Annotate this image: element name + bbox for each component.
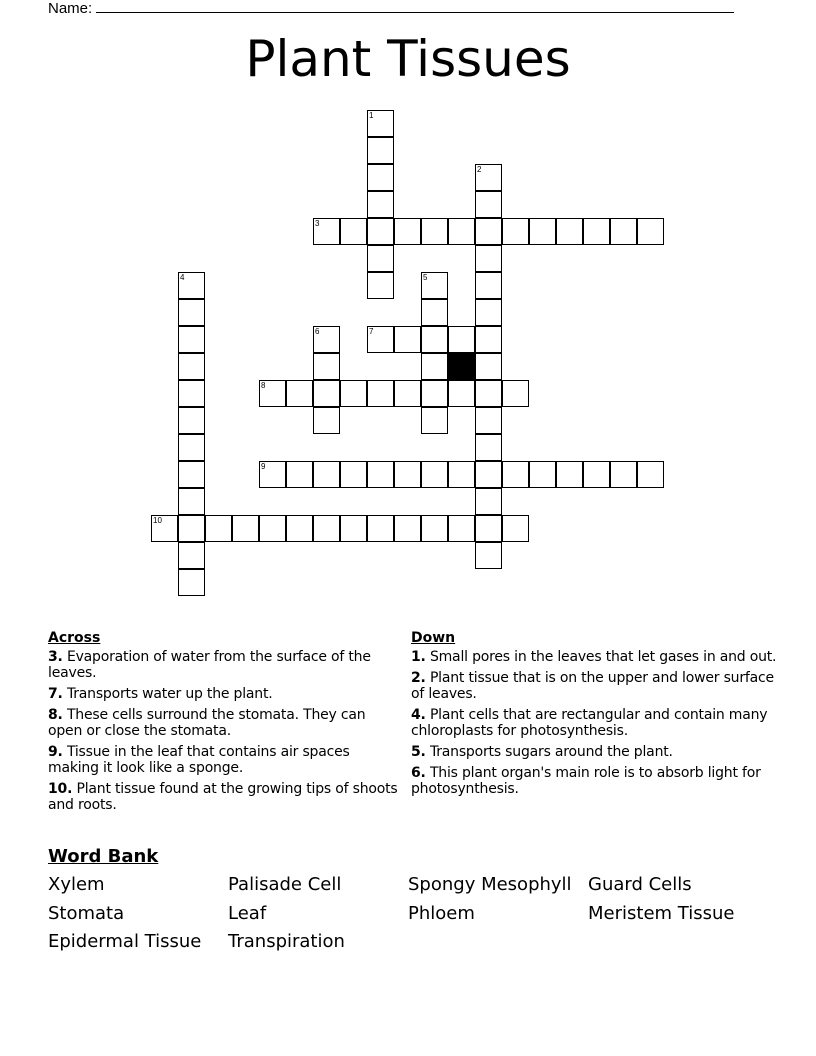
grid-cell[interactable] — [178, 299, 205, 326]
grid-cell[interactable] — [178, 407, 205, 434]
grid-cell[interactable] — [556, 218, 583, 245]
grid-cell[interactable] — [421, 299, 448, 326]
grid-cell[interactable] — [448, 380, 475, 407]
clue-across — [48, 781, 400, 813]
grid-cell[interactable] — [421, 272, 448, 299]
clue-down — [411, 649, 781, 665]
across-heading: Across — [48, 630, 101, 646]
grid-cell[interactable] — [475, 515, 502, 542]
grid-cell[interactable] — [421, 515, 448, 542]
grid-cell[interactable] — [286, 380, 313, 407]
grid-cell[interactable] — [502, 515, 529, 542]
word-bank-item: Transpiration — [228, 931, 345, 952]
grid-cell[interactable] — [448, 218, 475, 245]
down-clues — [411, 630, 781, 802]
clue-number-label: 10 — [153, 516, 162, 525]
grid-cell[interactable] — [178, 380, 205, 407]
page-title: Plant Tissues — [245, 30, 571, 88]
grid-cell[interactable] — [178, 569, 205, 596]
grid-cell[interactable] — [151, 515, 178, 542]
grid-cell[interactable] — [448, 326, 475, 353]
grid-cell[interactable] — [475, 218, 502, 245]
down-heading: Down — [411, 630, 456, 646]
grid-cell[interactable] — [610, 218, 637, 245]
word-bank-heading: Word Bank — [48, 846, 159, 867]
grid-cell[interactable] — [232, 515, 259, 542]
word-bank-item: Phloem — [408, 903, 475, 924]
clue-down — [411, 670, 781, 702]
grid-cell[interactable] — [394, 218, 421, 245]
grid-cell[interactable] — [259, 461, 286, 488]
clue-text: These cells surround the stomata. They can open or close the stomata. — [48, 707, 366, 739]
clue-number-label: 4 — [180, 273, 185, 282]
clue-number: 5. — [411, 744, 426, 760]
grid-cell[interactable] — [178, 353, 205, 380]
clue-text: Evaporation of water from the surface of the leaves. — [48, 649, 371, 681]
grid-cell[interactable] — [475, 407, 502, 434]
clue-text: Plant tissue found at the growing tips of shoots and roots. — [48, 781, 398, 813]
black-cell — [448, 353, 475, 380]
grid-cell[interactable] — [448, 461, 475, 488]
clue-number: 9. — [48, 744, 63, 760]
grid-cell[interactable] — [367, 110, 394, 137]
grid-cell[interactable] — [313, 218, 340, 245]
grid-cell[interactable] — [583, 461, 610, 488]
grid-cell[interactable] — [475, 488, 502, 515]
clue-text: Transports water up the plant. — [66, 686, 273, 702]
clue-number-label: 7 — [369, 327, 374, 336]
clue-across — [48, 686, 400, 702]
grid-cell[interactable] — [367, 461, 394, 488]
grid-cell[interactable] — [394, 380, 421, 407]
clue-number-label: 6 — [315, 327, 320, 336]
grid-cell[interactable] — [178, 542, 205, 569]
word-bank-item: Xylem — [48, 874, 105, 895]
clue-text: Tissue in the leaf that contains air spaces making it look like a sponge. — [48, 744, 350, 776]
name-label: Name: — [48, 0, 93, 17]
grid-cell[interactable] — [394, 326, 421, 353]
grid-cell[interactable] — [313, 380, 340, 407]
grid-cell[interactable] — [529, 461, 556, 488]
grid-cell[interactable] — [475, 542, 502, 569]
grid-cell[interactable] — [394, 515, 421, 542]
grid-cell[interactable] — [340, 515, 367, 542]
grid-cell[interactable] — [421, 461, 448, 488]
grid-cell[interactable] — [259, 380, 286, 407]
clue-text: Transports sugars around the plant. — [429, 744, 673, 760]
grid-cell[interactable] — [286, 461, 313, 488]
grid-cell[interactable] — [259, 515, 286, 542]
grid-cell[interactable] — [367, 245, 394, 272]
clue-number: 4. — [411, 707, 426, 723]
grid-cell[interactable] — [421, 380, 448, 407]
word-bank-item: Guard Cells — [588, 874, 692, 895]
clue-number: 10. — [48, 781, 73, 797]
grid-cell[interactable] — [286, 515, 313, 542]
grid-cell[interactable] — [367, 137, 394, 164]
grid-cell[interactable] — [475, 326, 502, 353]
name-field[interactable] — [48, 0, 734, 17]
grid-cell[interactable] — [475, 461, 502, 488]
clue-text: Plant tissue that is on the upper and lower surface of leaves. — [411, 670, 774, 702]
clue-text: This plant organ's main role is to absorb light for photosynthesis. — [411, 765, 761, 797]
clue-down — [411, 707, 781, 739]
word-bank-item: Palisade Cell — [228, 874, 342, 895]
grid-cell[interactable] — [475, 245, 502, 272]
word-bank-item: Leaf — [228, 903, 267, 924]
grid-cell[interactable] — [367, 191, 394, 218]
grid-cell[interactable] — [313, 407, 340, 434]
clue-number: 6. — [411, 765, 426, 781]
clue-number-label: 2 — [477, 165, 482, 174]
grid-cell[interactable] — [448, 515, 475, 542]
grid-cell[interactable] — [367, 515, 394, 542]
clue-text: Plant cells that are rectangular and contain many chloroplasts for photosynthesis. — [411, 707, 768, 739]
clue-text: Small pores in the leaves that let gases in and out. — [429, 649, 777, 665]
grid-cell[interactable] — [178, 272, 205, 299]
grid-cell[interactable] — [340, 461, 367, 488]
grid-cell[interactable] — [367, 272, 394, 299]
grid-cell[interactable] — [475, 272, 502, 299]
clue-down — [411, 744, 781, 760]
grid-cell[interactable] — [502, 461, 529, 488]
grid-cell[interactable] — [475, 380, 502, 407]
grid-cell[interactable] — [637, 461, 664, 488]
grid-cell[interactable] — [475, 434, 502, 461]
word-bank-item: Epidermal Tissue — [48, 931, 202, 952]
grid-cell[interactable] — [394, 461, 421, 488]
clue-number-label: 9 — [261, 462, 266, 471]
clue-number-label: 3 — [315, 219, 320, 228]
clue-across — [48, 649, 400, 681]
clue-number-label: 8 — [261, 381, 266, 390]
grid-cell[interactable] — [502, 380, 529, 407]
clue-down — [411, 765, 781, 797]
grid-cell[interactable] — [313, 326, 340, 353]
grid-cell[interactable] — [475, 191, 502, 218]
grid-cell[interactable] — [475, 353, 502, 380]
grid-cell[interactable] — [313, 461, 340, 488]
grid-cell[interactable] — [583, 218, 610, 245]
grid-cell[interactable] — [178, 326, 205, 353]
grid-cell[interactable] — [529, 218, 556, 245]
grid-cell[interactable] — [205, 515, 232, 542]
grid-cell[interactable] — [367, 218, 394, 245]
clue-number: 8. — [48, 707, 63, 723]
grid-cell[interactable] — [502, 218, 529, 245]
grid-cell[interactable] — [178, 515, 205, 542]
grid-cell[interactable] — [421, 407, 448, 434]
clue-number-label: 1 — [369, 111, 374, 120]
grid-cell[interactable] — [178, 434, 205, 461]
grid-cell[interactable] — [367, 380, 394, 407]
grid-cell[interactable] — [475, 299, 502, 326]
clue-number: 3. — [48, 649, 63, 665]
grid-cell[interactable] — [556, 461, 583, 488]
grid-cell[interactable] — [367, 164, 394, 191]
grid-cell[interactable] — [475, 164, 502, 191]
clue-across — [48, 707, 400, 739]
grid-cell[interactable] — [421, 326, 448, 353]
word-bank-item: Stomata — [48, 903, 125, 924]
word-bank-item: Spongy Mesophyll — [408, 874, 572, 895]
grid-cell[interactable] — [367, 326, 394, 353]
grid-cell[interactable] — [421, 218, 448, 245]
clue-number: 7. — [48, 686, 63, 702]
grid-cell[interactable] — [178, 488, 205, 515]
grid-cell[interactable] — [340, 218, 367, 245]
word-bank-item: Meristem Tissue — [588, 903, 735, 924]
clue-number: 2. — [411, 670, 426, 686]
across-clues — [48, 630, 400, 818]
grid-cell[interactable] — [313, 353, 340, 380]
clue-number-label: 5 — [423, 273, 428, 282]
name-underline — [96, 0, 734, 13]
clue-number: 1. — [411, 649, 426, 665]
grid-cell[interactable] — [610, 461, 637, 488]
grid-cell[interactable] — [421, 353, 448, 380]
grid-cell[interactable] — [313, 515, 340, 542]
grid-cell[interactable] — [178, 461, 205, 488]
grid-cell[interactable] — [637, 218, 664, 245]
grid-cell[interactable] — [340, 380, 367, 407]
clue-across — [48, 744, 400, 776]
